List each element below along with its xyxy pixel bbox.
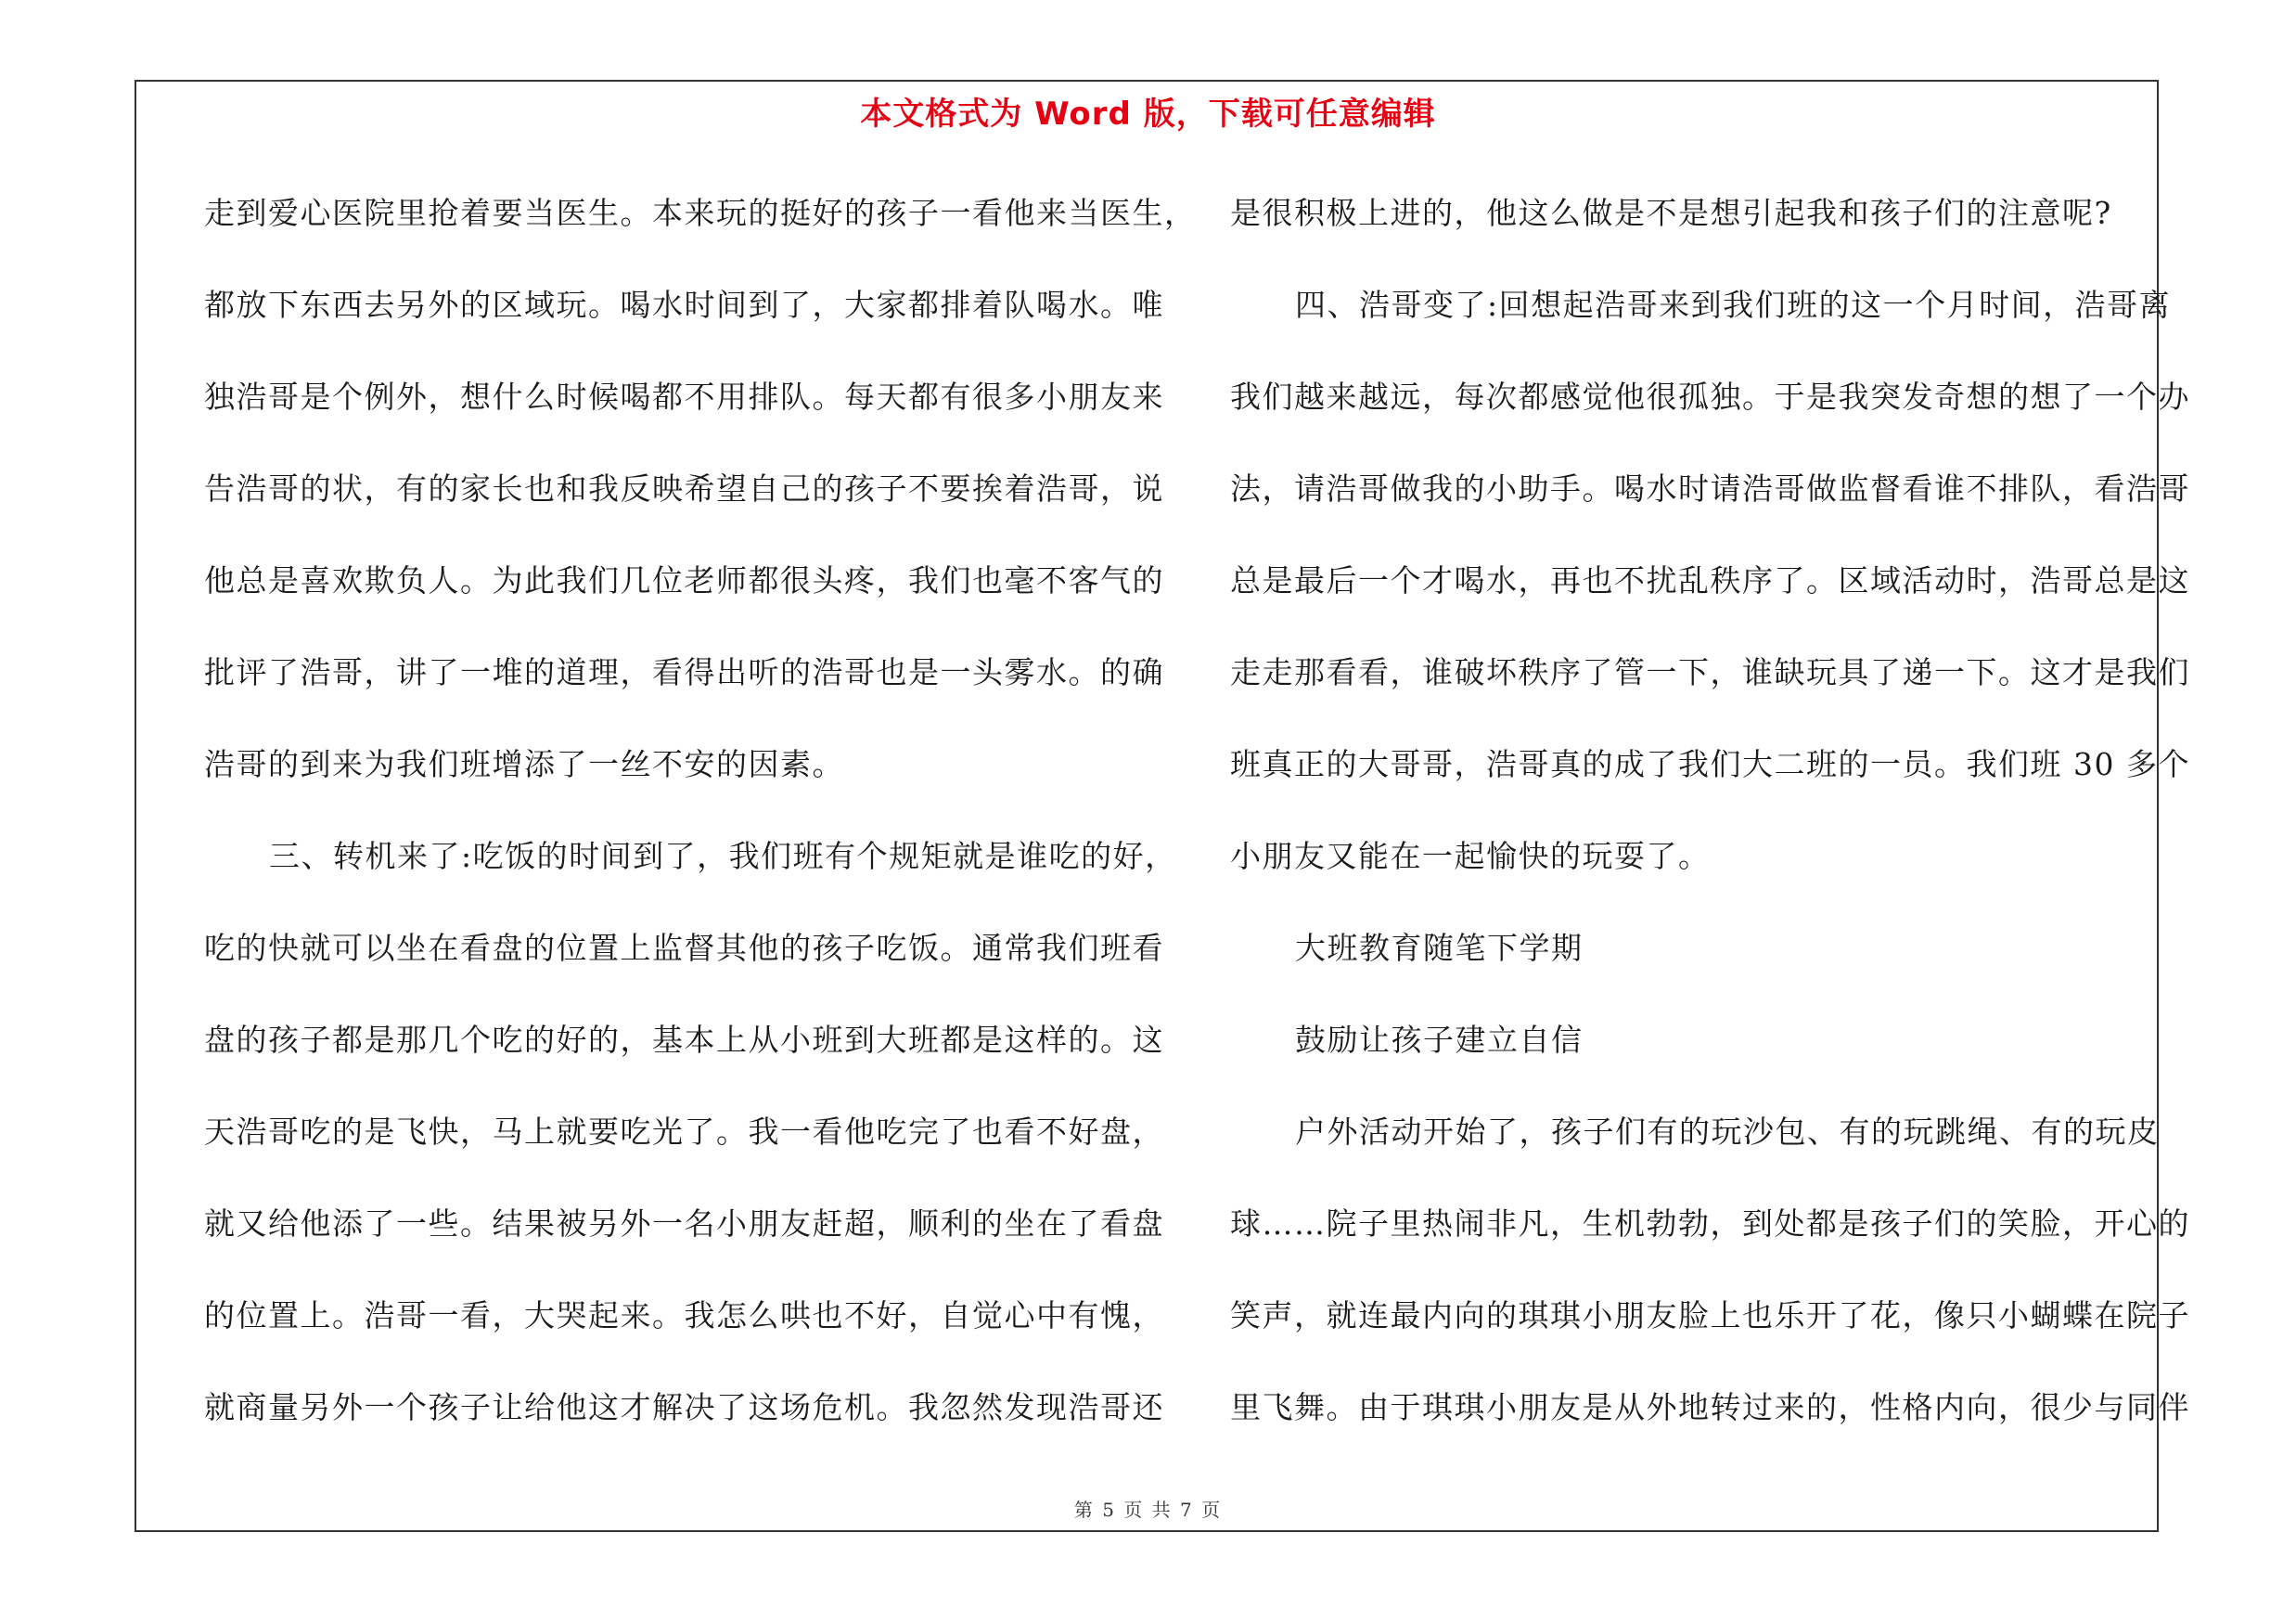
text-line: 吃的快就可以坐在看盘的位置上监督其他的孩子吃饭。通常我们班看 [204,930,1164,966]
text-line: 天浩哥吃的是飞快，马上就要吃光了。我一看他吃完了也看不好盘， [204,1114,1164,1150]
text-line: 三、转机来了:吃饭的时间到了，我们班有个规矩就是谁吃的好， [269,838,1177,874]
text-line: 总是最后一个才喝水，再也不扰乱秩序了。区域活动时，浩哥总是这 [1230,562,2190,599]
text-line: 的位置上。浩哥一看，大哭起来。我怎么哄也不好，自觉心中有愧， [204,1297,1164,1333]
text-line: 法，请浩哥做我的小助手。喝水时请浩哥做监督看谁不排队，看浩哥 [1230,470,2190,507]
text-line: 他总是喜欢欺负人。为此我们几位老师都很头疼，我们也毫不客气的 [204,562,1164,599]
text-line: 球……院子里热闹非凡，生机勃勃，到处都是孩子们的笑脸，开心的 [1230,1205,2190,1242]
text-line: 是很积极上进的，他这么做是不是想引起我和孩子们的注意呢? [1230,195,2112,231]
text-line: 大班教育随笔下学期 [1295,930,1584,966]
text-line: 盘的孩子都是那几个吃的好的，基本上从小班到大班都是这样的。这 [204,1022,1164,1058]
text-line: 笑声，就连最内向的琪琪小朋友脸上也乐开了花，像只小蝴蝶在院子 [1230,1297,2190,1333]
text-line: 都放下东西去另外的区域玩。喝水时间到了，大家都排着队喝水。唯 [204,287,1164,323]
text-line: 走走那看看，谁破坏秩序了管一下，谁缺玩具了递一下。这才是我们 [1230,654,2190,690]
text-line: 浩哥的到来为我们班增添了一丝不安的因素。 [204,746,844,782]
text-line: 告浩哥的状，有的家长也和我反映希望自己的孩子不要挨着浩哥，说 [204,470,1164,507]
page-footer: 第 5 页 共 7 页 [1073,1499,1223,1521]
text-line: 里飞舞。由于琪琪小朋友是从外地转过来的，性格内向，很少与同伴 [1230,1389,2190,1425]
text-line: 班真正的大哥哥，浩哥真的成了我们大二班的一员。我们班 30 多个 [1230,746,2190,782]
text-line: 独浩哥是个例外，想什么时候喝都不用排队。每天都有很多小朋友来 [204,379,1164,415]
right-column [1230,181,2190,1467]
left-column [204,181,1197,1467]
text-line: 就商量另外一个孩子让给他这才解决了这场危机。我忽然发现浩哥还 [204,1389,1164,1425]
text-line: 四、浩哥变了:回想起浩哥来到我们班的这一个月时间，浩哥离 [1295,287,2172,323]
text-line: 就又给他添了一些。结果被另外一名小朋友赶超，顺利的坐在了看盘 [204,1205,1164,1242]
text-line: 走到爱心医院里抢着要当医生。本来玩的挺好的孩子一看他来当医生， [204,195,1197,231]
text-line: 我们越来越远，每次都感觉他很孤独。于是我突发奇想的想了一个办 [1230,379,2190,415]
text-line: 批评了浩哥，讲了一堆的道理，看得出听的浩哥也是一头雾水。的确 [204,654,1164,690]
text-line: 鼓励让孩子建立自信 [1295,1022,1584,1058]
text-line: 小朋友又能在一起愉快的玩耍了。 [1230,838,1711,874]
text-line: 户外活动开始了，孩子们有的玩沙包、有的玩跳绳、有的玩皮 [1295,1114,2160,1150]
header-notice: 本文格式为 Word 版，下载可任意编辑 [860,96,1436,133]
